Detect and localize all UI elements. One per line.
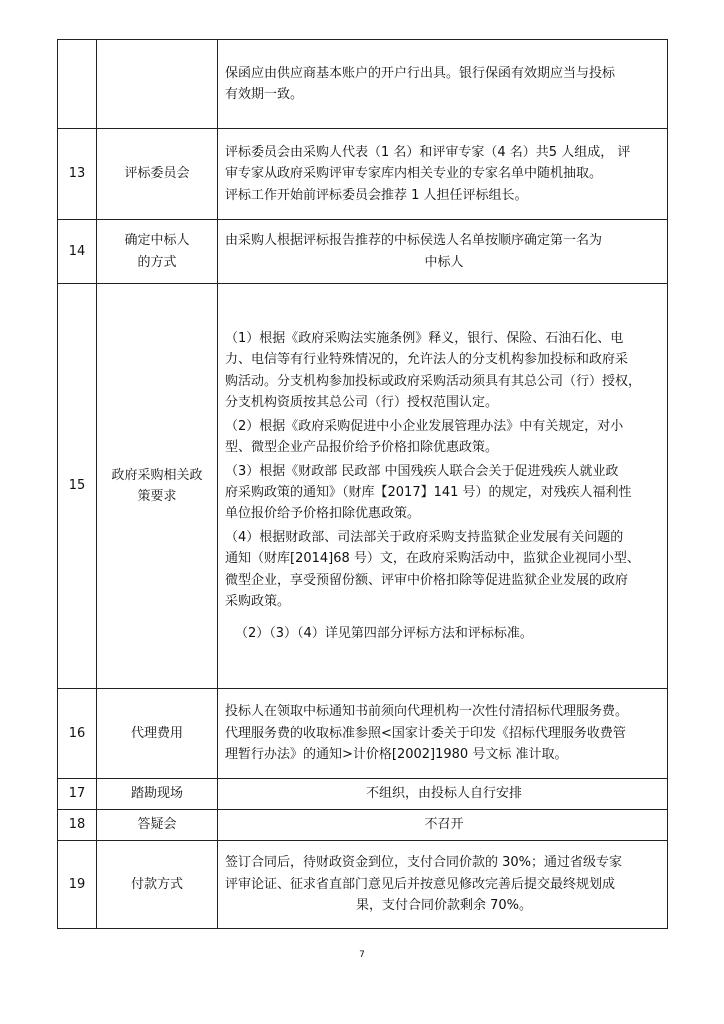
content-line: 购活动。分支机构参加投标或政府采购活动须具有其总公司（行）授权， xyxy=(225,373,642,389)
row-label-line: 政府采购相关政 xyxy=(111,467,203,483)
table-row xyxy=(58,841,668,929)
row-label xyxy=(97,284,218,689)
content-line: 果，支付合同价款剩余 70%。 xyxy=(355,898,533,914)
row-content: 不召开 xyxy=(218,810,668,841)
row-number: 18 xyxy=(58,810,97,841)
content-line: 力、电信等有行业特殊情况的，允许法人的分支机构参加投标和政府采 xyxy=(225,352,629,368)
table-row xyxy=(58,220,668,284)
table-row xyxy=(58,779,668,810)
row-label: 付款方式 xyxy=(97,841,218,929)
row-number xyxy=(58,40,97,129)
content-line: 由采购人根据评标报告推荐的中标侯选人名单按顺序确定第一名为 xyxy=(225,233,603,249)
content-line: 保函应由供应商基本账户的开户行出具。银行保函有效期应当与投标 xyxy=(225,65,616,81)
paragraph xyxy=(225,461,663,525)
content-line: （3）根据《财政部 民政部 中国残疾人联合会关于促进残疾人就业政 xyxy=(225,463,619,479)
table-row xyxy=(58,129,668,220)
content-line: （4）根据财政部、司法部关于政府采购支持监狱企业发展有关问题的 xyxy=(225,529,624,545)
paragraph xyxy=(225,527,663,613)
row-label-line: 策要求 xyxy=(137,489,177,504)
row-label-line: 的方式 xyxy=(137,254,177,270)
content-line: 通知（财库[2014]68 号）文，在政府采购活动中，监狱企业视同小型、 xyxy=(225,551,640,567)
content-line: 微型企业，享受预留份额、评审中价格扣除等促进监狱企业发展的政府 xyxy=(225,572,629,588)
content-line: 代理服务费的收取标准参照<国家计委关于印发《招标代理服务收费管 xyxy=(225,725,626,741)
content-line: 评标委员会由采购人代表（1 名）和评审专家（4 名）共5 人组成， 评 xyxy=(225,144,631,160)
paragraph xyxy=(225,416,663,459)
row-content xyxy=(218,220,668,284)
content-line: 府采购政策的通知》（财库【2017】141 号）的规定，对残疾人福利性 xyxy=(225,485,632,500)
content-line: 分支机构资质按其总公司（行）授权范围认定。 xyxy=(225,395,499,411)
row-content xyxy=(218,129,668,220)
row-content: 不组织，由投标人自行安排 xyxy=(218,779,668,810)
row-label xyxy=(97,40,218,129)
content-line: 型、微型企业产品报价给予价格扣除优惠政策。 xyxy=(225,440,499,456)
row-number: 19 xyxy=(58,841,97,929)
paragraph xyxy=(225,328,663,414)
row-label: 踏勘现场 xyxy=(97,779,218,810)
content-line: 理暂行办法》的通知>计价格[2002]1980 号文标 准计取。 xyxy=(225,747,568,763)
content-line: 采购政策。 xyxy=(225,594,291,610)
content-line: （2）（3）（4）详见第四部分评标方法和评标标准。 xyxy=(235,625,533,641)
content-line: 单位报价给予价格扣除优惠政策。 xyxy=(225,506,421,522)
row-content xyxy=(218,284,668,689)
content-line: 中标人 xyxy=(424,254,464,270)
requirements-table xyxy=(57,39,668,929)
row-label: 评标委员会 xyxy=(97,129,218,220)
content-line: （2）根据《政府采购促进中小企业发展管理办法》中有关规定，对小 xyxy=(225,418,624,434)
table-row xyxy=(58,810,668,841)
row-content xyxy=(218,841,668,929)
row-number: 16 xyxy=(58,689,97,779)
content-line: 签订合同后，待财政资金到位，支付合同价款的 30%；通过省级专家 xyxy=(225,855,623,871)
row-label: 答疑会 xyxy=(97,810,218,841)
content-line: 投标人在领取中标通知书前须向代理机构一次性付清招标代理服务费。 xyxy=(225,704,629,720)
content-line: 评审论证、征求省直部门意见后并按意见修改完善后提交最终规划成 xyxy=(225,876,616,892)
table-row xyxy=(58,689,668,779)
page-number: 7 xyxy=(359,950,365,960)
table-row xyxy=(58,40,668,129)
row-label-line: 确定中标人 xyxy=(124,233,190,249)
row-number: 14 xyxy=(58,220,97,284)
row-number: 17 xyxy=(58,779,97,810)
content-line: （1）根据《政府采购法实施条例》释义，银行、保险、石油石化、电 xyxy=(225,330,624,346)
content-line: 评标工作开始前评标委员会推荐 1 人担任评标组长。 xyxy=(225,187,528,203)
row-number: 13 xyxy=(58,129,97,220)
row-label xyxy=(97,220,218,284)
row-content xyxy=(218,689,668,779)
content-line: 有效期一致。 xyxy=(225,87,304,102)
row-label: 代理费用 xyxy=(97,689,218,779)
content-line: 审专家从政府采购评审专家库内相关专业的专家名单中随机抽取。 xyxy=(225,166,603,182)
row-content xyxy=(218,40,668,129)
table-row xyxy=(58,284,668,689)
row-number: 15 xyxy=(58,284,97,689)
